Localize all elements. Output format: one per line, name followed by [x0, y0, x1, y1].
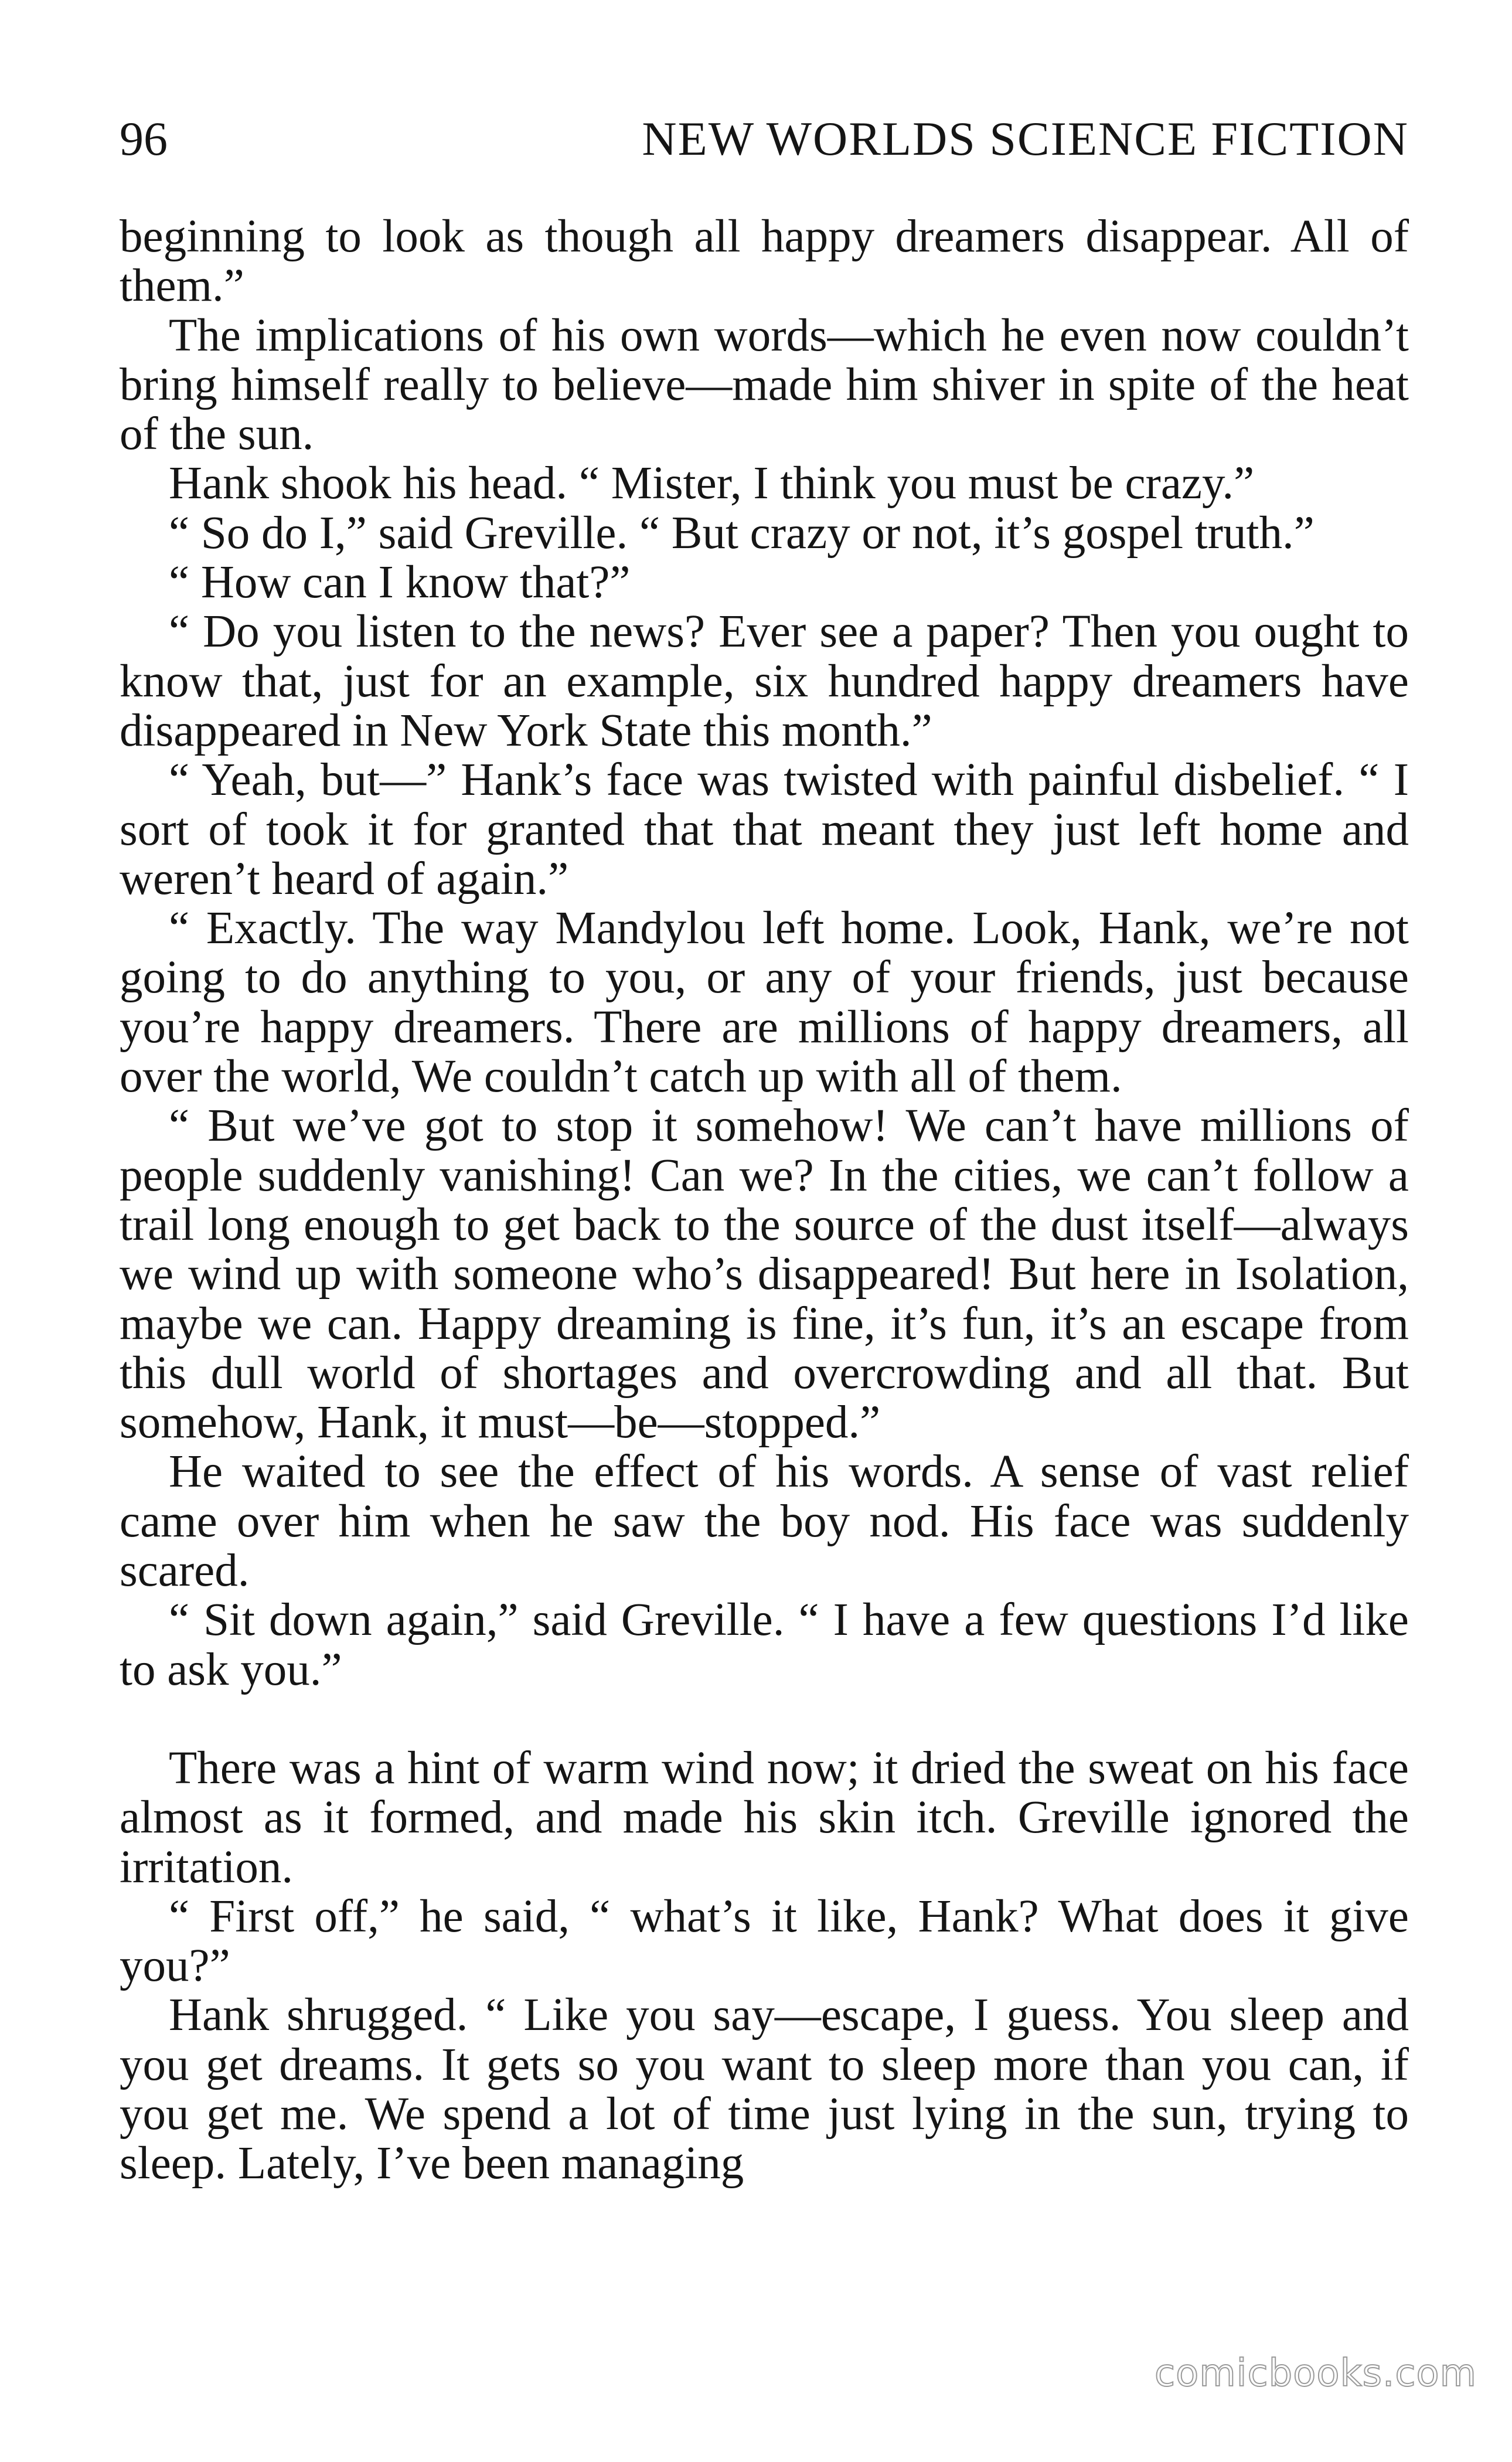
paragraph: Hank shook his head. “ Mister, I think you must be crazy.” [169, 458, 1255, 509]
paragraph: “ Sit down again,” said Greville. “ I have a few questions I’d like to ask you.” [120, 1594, 1409, 1695]
watermark: comicbooks.com [1154, 2352, 1477, 2395]
paragraph: He waited to see the effect of his words. A sense of vast relief came over him when he saw the boy nod. His face was suddenly scared. [120, 1446, 1409, 1597]
paragraph: Hank shrugged. “ Like you say—escape, I guess. You sleep and you get dreams. It gets so you want to sleep more than you can, if you get me. We spend a lot of time just lying in the sun, trying to sleep. Lately, I’ve been managing [120, 1990, 1409, 2189]
paragraph: “ So do I,” said Greville. “ But crazy or not, it’s gospel truth.” [169, 507, 1315, 559]
running-title: NEW WORLDS SCIENCE FICTION [642, 112, 1409, 165]
page-header [120, 111, 1409, 176]
paragraph: “ How can I know that?” [169, 557, 631, 608]
paragraph: “ But we’ve got to stop it somehow! We can’t have millions of people suddenly vanishing! Can we? In the cities, we can’t follow a trail long enough to get back to the source of the dust itself—always we wind up with someone who’s disappeared! But here in Isolation, maybe we can. Happy dreaming is fine, it’s fun, it’s an escape from this dull world of shortages and overcrowding and all that. But somehow, Hank, it must—be—stopped.” [120, 1100, 1409, 1448]
paragraph: “ First off,” he said, “ what’s it like, Hank? What does it give you?” [120, 1890, 1409, 1992]
paragraph: beginning to look as though all happy dreamers disappear. All of them.” [120, 211, 1409, 312]
paragraph: “ Exactly. The way Mandylou left home. Look, Hank, we’re not going to do anything to you, or any of your friends, just because you’re happy dreamers. There are millions of happy dreamers, all over the world, We couldn’t catch up with all of them. [120, 903, 1409, 1103]
paragraph: “ Yeah, but—” Hank’s face was twisted with painful disbelief. “ I sort of took it for granted that that meant they just left home and weren’t heard of again.” [120, 754, 1409, 904]
story-text [120, 212, 1409, 2189]
paragraph: The implications of his own words—which he even now couldn’t bring himself really to believe—made him shiver in spite of the heat of the sun. [120, 310, 1409, 460]
paragraph: There was a hint of warm wind now; it dried the sweat on his face almost as it formed, and made his skin itch. Greville ignored the irritation. [120, 1742, 1409, 1893]
page-number: 96 [120, 112, 168, 165]
paragraph: “ Do you listen to the news? Ever see a paper? Then you ought to know that, just for an example, six hundred happy dreamers have disappeared in New York State this month.” [120, 606, 1409, 756]
